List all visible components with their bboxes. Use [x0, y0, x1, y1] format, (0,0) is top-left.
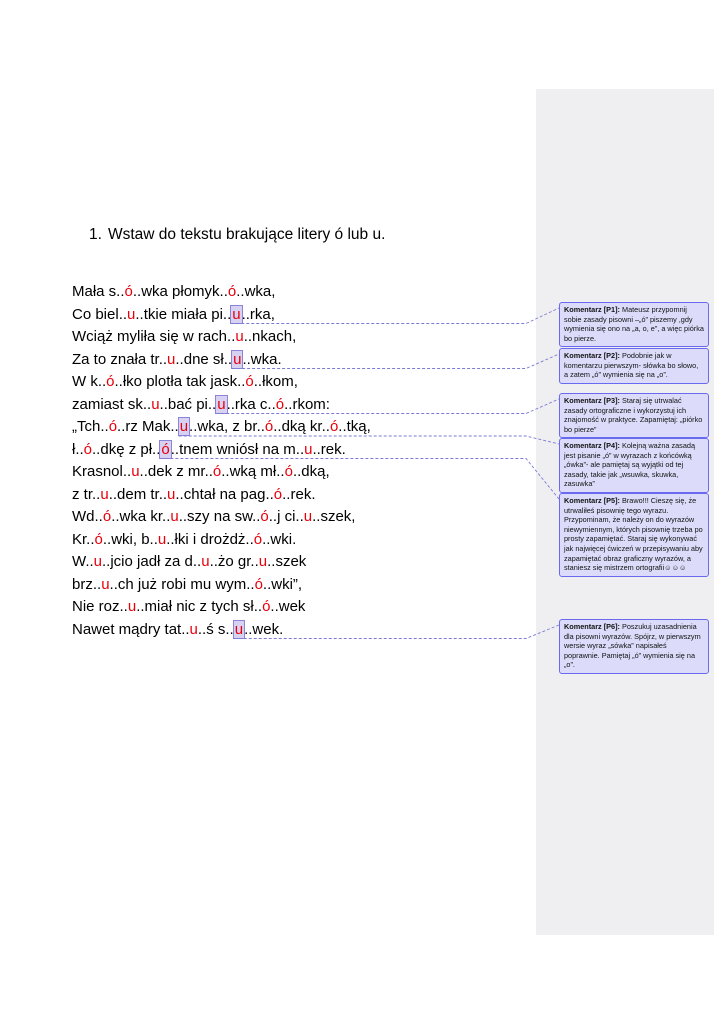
poem-line [72, 371, 512, 394]
poem-line [72, 619, 512, 642]
comment-body: Staraj się utrwalać zasady ortograficzne i wykorzystuj ich znajomość w praktyce. Zapamiętaj: „piórko bo pierze” [564, 396, 703, 434]
comment-body: Brawo!!! Cieszę się, że utrwaliłeś pisownię tego wyrazu. Przypominam, że należy on do wyrazów niewymiennym, których pisownię trzeba po prosty zapamiętać. Staraj się wykonywać jak najwięcej ćwiczeń w przepisywaniu aby zapamiętać obraz graficzny wyrazów, a staniesz się mistrzem ortografii☺☺☺ [564, 496, 703, 573]
inserted-letter: u [151, 395, 160, 413]
commented-letter[interactable]: u [179, 418, 189, 435]
poem-fragment: ..chtał na pag.. [175, 485, 274, 503]
comment-p4[interactable] [559, 438, 709, 493]
poem-fragment: W.. [72, 553, 94, 570]
poem-fragment: Wciąż myliła się w rach.. [72, 328, 236, 345]
poem-line [72, 529, 512, 552]
poem-line [72, 326, 512, 349]
poem-line [72, 574, 512, 597]
poem-fragment: Co biel.. [72, 305, 128, 323]
poem-line [72, 596, 512, 619]
comment-tag: Komentarz [P3]: [564, 396, 620, 405]
poem-fragment: ..ś s.. [197, 620, 234, 638]
poem-fragment: ..wek. [244, 620, 284, 638]
poem-fragment: ..tkie miała pi.. [135, 305, 232, 323]
inserted-letter: u [127, 305, 136, 323]
poem-fragment: ..dne sł.. [175, 350, 233, 368]
inserted-letter: u [304, 440, 313, 458]
comment-tag: Komentarz [P4]: [564, 441, 620, 450]
poem-fragment: ..rek. [312, 440, 346, 458]
poem-fragment: ..szek [267, 553, 307, 570]
inserted-letter: ó [275, 395, 285, 413]
comment-body: Poszukuj uzasadnienia dla pisowni wyrazów. Spójrz, w pierwszym wersie wyraz „sówka” napisałeś poprawnie. Pamiętaj „ó” wymienia się na „o”. [564, 622, 701, 670]
poem-fragment: ..wka, z br.. [189, 418, 265, 435]
poem-fragment: ..rek. [282, 485, 316, 503]
poem-fragment: Kr.. [72, 530, 95, 548]
poem-fragment: ..miał nic z tych sł.. [136, 598, 263, 615]
poem-fragment: ..rka c.. [226, 395, 276, 413]
poem-fragment: ..wki. [262, 530, 297, 548]
poem-fragment: W k.. [72, 373, 107, 390]
inserted-letter: u [303, 508, 313, 525]
inserted-letter: u [258, 553, 268, 570]
poem-fragment: ..wka, [236, 283, 276, 300]
poem-fragment: ..nkach, [243, 328, 297, 345]
inserted-letter: u [170, 508, 179, 525]
poem-line [72, 551, 512, 574]
inserted-letter: u [93, 553, 103, 570]
inserted-letter: u [100, 485, 109, 503]
poem-fragment: zamiast sk.. [72, 395, 152, 413]
poem-fragment: ..dek z mr.. [139, 463, 213, 480]
comment-p1[interactable] [559, 302, 709, 347]
inserted-letter: ó [124, 283, 133, 300]
poem-fragment: ..żo gr.. [209, 553, 259, 570]
inserted-letter: ó [245, 373, 254, 390]
poem-fragment: „Tch.. [72, 418, 109, 435]
inserted-letter: ó [284, 463, 293, 480]
inserted-letter: ó [106, 373, 115, 390]
inserted-letter: u [201, 553, 210, 570]
inserted-letter: u [127, 598, 137, 615]
poem-fragment: ..wką mł.. [221, 463, 285, 480]
poem-line [72, 281, 512, 304]
inserted-letter: ó [262, 598, 271, 615]
inserted-letter: ó [83, 440, 93, 458]
poem-line [72, 484, 512, 507]
poem-fragment: ..dkę z pł.. [92, 440, 161, 458]
poem-fragment: ..dką, [292, 463, 330, 480]
poem-fragment: Za to znała tr.. [72, 350, 168, 368]
poem-fragment: ..rkom: [284, 395, 330, 413]
comment-tag: Komentarz [P6]: [564, 622, 620, 631]
commented-letter[interactable]: u [232, 305, 241, 323]
poem-line [72, 394, 512, 417]
commented-letter[interactable]: u [233, 350, 242, 368]
poem-fragment: ..wka kr.. [111, 508, 171, 525]
comment-p6[interactable] [559, 619, 709, 674]
poem-fragment: Wd.. [72, 508, 103, 525]
poem-fragment: ..rz Mak.. [117, 418, 179, 435]
inserted-letter: ó [212, 463, 222, 480]
comment-p5[interactable] [559, 493, 709, 577]
poem-fragment: ..jcio jadł za d.. [102, 553, 202, 570]
commented-letter[interactable]: u [217, 395, 226, 413]
poem-line [72, 439, 512, 462]
poem-fragment: ..szek, [312, 508, 356, 525]
poem-fragment: ..tnem wniósł na m.. [170, 440, 305, 458]
heading-number: 1. [89, 226, 102, 243]
comment-body: Kolejną ważna zasadą jest pisanie „ó” w wyrazach z końcówką „ówka”- ale pamiętaj są wyjątki od tej zasady, takie jak „wsuwka, skuwka, zasuwka” [564, 441, 696, 489]
poem-fragment: ..dką kr.. [273, 418, 330, 435]
inserted-letter: ó [273, 485, 283, 503]
poem-fragment: Krasnol.. [72, 463, 132, 480]
poem-line [72, 349, 512, 372]
inserted-letter: u [167, 485, 176, 503]
inserted-letter: ó [329, 418, 339, 435]
inserted-letter: ó [264, 418, 274, 435]
poem-fragment: Mała s.. [72, 283, 125, 300]
poem-line [72, 416, 512, 439]
comment-body: Podobnie jak w komentarzu pierwszym- słówka bo słowo, a zatem „ó” wymienia się na „o”. [564, 351, 699, 380]
poem-fragment: ł.. [72, 440, 84, 458]
inserted-letter: ó [102, 508, 112, 525]
inserted-letter: ó [108, 418, 118, 435]
commented-letter[interactable]: u [234, 620, 244, 638]
comment-tag: Komentarz [P5]: [564, 496, 620, 505]
inserted-letter: ó [254, 575, 263, 593]
inserted-letter: ó [260, 508, 269, 525]
poem-fragment: ..ch już robi mu wym.. [109, 575, 255, 593]
commented-letter[interactable]: ó [161, 440, 170, 458]
poem-fragment: z tr.. [72, 485, 101, 503]
inserted-letter: ó [227, 283, 237, 300]
inserted-letter: u [167, 350, 176, 368]
poem-fragment: ..rka, [241, 305, 275, 323]
poem-fragment: brz.. [72, 575, 102, 593]
inserted-letter: u [131, 463, 140, 480]
poem-fragment: ..łkom, [253, 373, 298, 390]
poem-fragment: ..wka płomyk.. [132, 283, 228, 300]
poem-line [72, 461, 512, 484]
inserted-letter: u [189, 620, 198, 638]
comment-p2[interactable] [559, 348, 709, 384]
poem-line [72, 304, 512, 327]
inserted-letter: ó [94, 530, 103, 548]
comment-body: Mateusz przypomnij sobie zasady pisowni –„ó” piszemy ,gdy wymienia się ono na „a, o, e”, a więc piórka bo pierze. [564, 305, 704, 343]
inserted-letter: u [235, 328, 244, 345]
poem-line [72, 506, 512, 529]
poem-fragment: ..wki, b.. [102, 530, 158, 548]
poem-fragment: ..bać pi.. [159, 395, 217, 413]
inserted-letter: u [101, 575, 110, 593]
comment-tag: Komentarz [P2]: [564, 351, 620, 360]
poem-fragment: ..wek [270, 598, 306, 615]
comment-tag: Komentarz [P1]: [564, 305, 620, 314]
inserted-letter: ó [253, 530, 263, 548]
poem-fragment: ..wka. [242, 350, 282, 368]
heading-text: Wstaw do tekstu brakujące litery ó lub u. [108, 226, 386, 243]
poem-fragment: ..j ci.. [268, 508, 304, 525]
poem-fragment: Nawet mądry tat.. [72, 620, 190, 638]
comment-p3[interactable] [559, 393, 709, 438]
exercise-heading [89, 226, 385, 244]
poem-fragment: ..szy na sw.. [178, 508, 261, 525]
poem-fragment: Nie roz.. [72, 598, 128, 615]
poem-fragment: ..dem tr.. [108, 485, 168, 503]
poem-fragment: ..łki i drożdż.. [166, 530, 254, 548]
poem-fragment: ..tką, [338, 418, 371, 435]
poem-fragment: ..łko plotła tak jask.. [114, 373, 246, 390]
poem-text [72, 281, 512, 641]
poem-fragment: ..wki”, [262, 575, 303, 593]
inserted-letter: u [157, 530, 167, 548]
